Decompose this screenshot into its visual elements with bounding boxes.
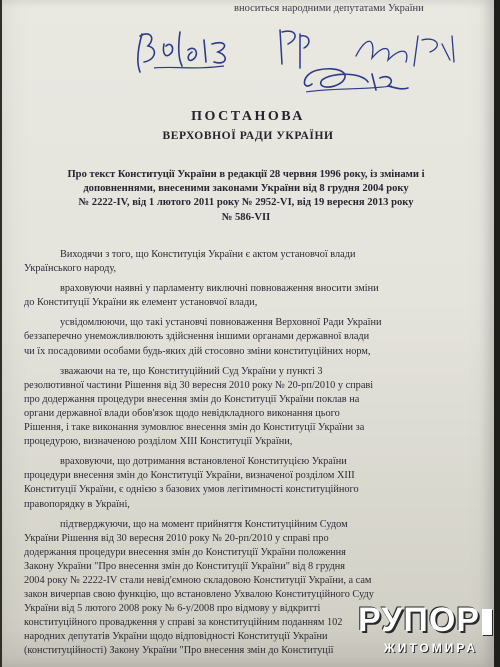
body-line: закон вичерпав свою функцію, що встановлено Ухвалою Конституційного Суду [24, 589, 374, 601]
document-body [24, 248, 472, 659]
body-line: конституційного провадження у справі за конституційним поданням 102 [24, 617, 343, 629]
body-line: Рішення, і таке виконання зумовлює внесення змін до Конституції України за [24, 422, 365, 434]
heading-line: № 2222-IV, від 1 лютого 2011 року № 2952-VI, від 19 вересня 2013 року [78, 197, 414, 209]
signature-4 [292, 58, 412, 104]
body-line: враховуючи наявні у парламенту виключні повноваження вносити зміни [60, 283, 379, 295]
body-line: процедури внесення змін до Конституції України, визначеної розділом XIII [24, 470, 355, 482]
logo-bar-icon [482, 609, 492, 635]
body-line: 2004 року № 2222-IV стали невід'ємною складовою Конституції України, а сам [24, 574, 372, 586]
watermark-sub: ЖИТОМИРА [383, 641, 478, 655]
body-line: процедурою, визначеною розділом XIII Конституції України, [24, 436, 293, 448]
body-line: враховуючи, що дотримання встановленої Конституцією України [60, 456, 347, 468]
watermark-logo [344, 599, 494, 661]
body-line: усвідомлюючи, що такі установчі повноваження Верховної Ради України [60, 317, 382, 329]
decree-heading [30, 168, 462, 225]
body-line: України Рішення від 30 вересня 2010 року № 20-рп/2010 у справі про [24, 532, 329, 544]
heading-line: № 586-VII [221, 211, 271, 223]
body-line: органи державної влади обов'язок щодо невідкладного виконання цього [24, 407, 340, 419]
watermark-main: РУПОР [358, 601, 480, 639]
page-edge-shadow [494, 0, 500, 667]
heading-line: Про текст Конституції України в редакції 28 червня 1996 року, із змінами і [67, 169, 425, 180]
document-page [2, 0, 494, 667]
body-line: Виходячи з того, що Конституція України є актом установчої влади [60, 249, 356, 260]
body-line: резолютивної частини Рішення від 30 вересня 2010 року № 20-рп/2010 у справі [24, 379, 374, 391]
signature-1 [134, 22, 254, 82]
body-line: народних депутатів України щодо відповідності Конституції України [24, 631, 328, 643]
body-line: чи їх посадовими особами будь-яких дій стосовно зміни конституційних норм, [24, 345, 371, 357]
body-line: Конституції України, є однією з базових умов легітимності конституційного [24, 484, 359, 496]
body-line: Українського народу, [24, 263, 117, 275]
document-subtitle: ВЕРХОВНОЇ РАДИ УКРАЇНИ [162, 130, 334, 142]
body-line: України від 5 лютого 2008 року № 6-у/2008 про відмову у відкритті [24, 603, 321, 615]
heading-line: доповненнями, внесеними законами України від 8 грудня 2004 року [83, 183, 409, 195]
body-line: підтверджуючи, що на момент прийняття Конституційним Судом [60, 518, 348, 530]
body-line: про додержання процедури внесення змін до Конституції України поклав на [24, 393, 360, 405]
body-line: додержання процедури внесення змін до Конституції України положення [24, 546, 346, 558]
body-line: до Конституції України як елемент установчої влади, [24, 297, 258, 309]
body-line: правопорядку в Україні, [24, 498, 130, 510]
body-line: зважаючи на те, що Конституційний Суд України у пункті 3 [60, 365, 323, 377]
body-line: (конституційності) Закону України "Про внесення змін до Конституції [24, 645, 334, 657]
body-line: Закону України "Про внесення змін до Конституції України" від 8 грудня [24, 560, 345, 572]
document-title: ПОСТАНОВА [191, 109, 305, 124]
body-line: беззаперечно унеможливлюють здійснення іншими органами державної влади [24, 331, 370, 343]
header-note: вноситься народними депутатами України [234, 3, 424, 14]
